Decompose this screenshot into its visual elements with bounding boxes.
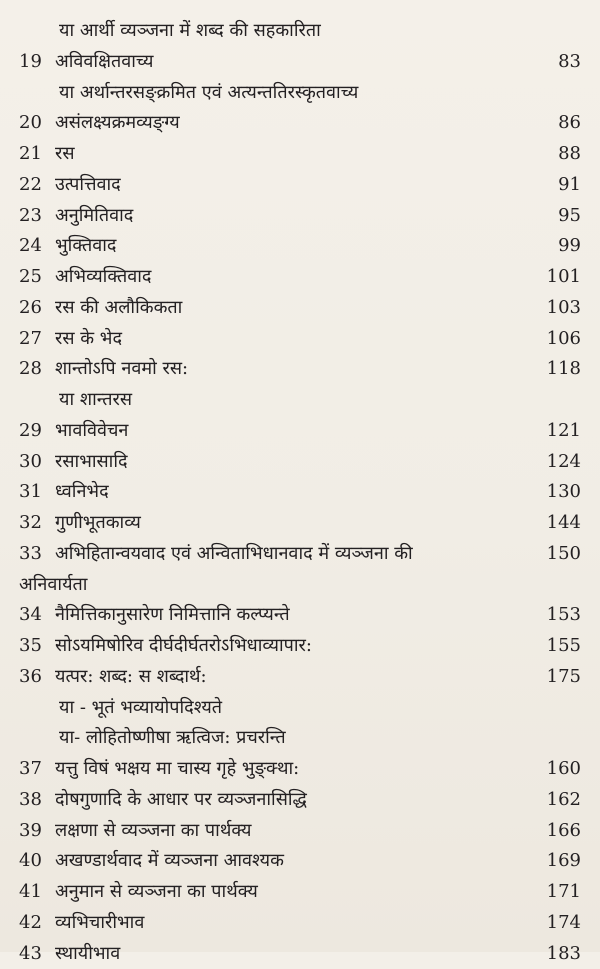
entry-page-number: 130 [546,481,581,503]
entry-page-number: 106 [546,327,581,349]
toc-entry [0,384,600,415]
entry-title: असंलक्ष्यक्रमव्यङ्ग्य [55,112,180,134]
entry-number: 35 [19,635,42,656]
entry-number: 34 [19,604,42,626]
entry-number: 30 [19,450,42,472]
toc-entry [0,599,600,630]
entry-number: 22 [19,173,42,195]
toc-entry [0,292,600,323]
entry-title: या शान्तरस [59,389,133,410]
entry-page-number: 169 [546,850,581,872]
entry-title: अभिव्यक्तिवाद [55,266,152,287]
toc-entry [0,77,600,108]
entry-title: अविवक्षितवाच्य [55,50,154,72]
entry-title: अभिहितान्वयवाद एवं अन्विताभिधानवाद में व्यञ्जना की [55,542,413,564]
entry-number: 40 [19,850,42,872]
toc-entry [0,46,600,77]
entry-page-number: 144 [546,512,581,533]
entry-title: गुणीभूतकाव्य [55,512,141,533]
entry-title: रसाभासादि [55,450,128,472]
entry-number: 27 [19,327,42,349]
entry-title: भावविवेचन [55,419,129,441]
entry-number: 41 [19,881,42,902]
entry-page-number: 174 [546,911,581,933]
entry-page-number: 95 [558,204,581,226]
entry-page-number: 88 [558,143,581,164]
entry-page-number: 86 [558,112,581,134]
entry-title: यत्पर: शब्द: स शब्दार्थ: [55,665,207,687]
toc-entry [0,446,600,477]
entry-number: 33 [19,542,42,564]
toc-entry [0,415,600,446]
entry-title: रस की अलौकिकता [55,296,183,318]
entry-title: व्यभिचारीभाव [55,911,145,933]
entry-page-number: 183 [546,942,581,964]
entry-title: शान्तोऽपि नवमो रस: [55,358,189,380]
entry-number: 29 [19,419,42,441]
toc-entry [0,353,600,384]
entry-number: 32 [19,512,42,533]
entry-title: स्थायीभाव [55,942,121,964]
entry-title: सोऽयमिषोरिव दीर्घदीर्घतरोऽभिधाव्यापार: [55,635,312,656]
entry-title: ध्वनिभेद [55,481,109,503]
entry-title: अखण्डार्थवाद में व्यञ्जना आवश्यक [55,850,284,872]
toc-entry [0,169,600,200]
toc-entry [0,692,600,723]
entry-title: रस के भेद [55,327,123,349]
entry-title: या- लोहितोष्णीषा ऋत्विज: प्रचरन्ति [59,727,286,749]
toc-entry [0,107,600,138]
entry-title: यत्तु विषं भक्षय मा चास्य गृहे भुङ्क्था: [55,758,300,779]
entry-number: 39 [19,819,42,841]
entry-title: या अर्थान्तरसङ्क्रमित एवं अत्यन्ततिरस्कृतवाच्य [59,81,359,103]
entry-title: या आर्थी व्यञ्जना में शब्द की सहकारिता [59,20,321,41]
toc-entry [0,261,600,292]
toc-entry [0,753,600,784]
entry-title: भुक्तिवाद [55,235,117,257]
toc-entry [0,569,600,600]
entry-page-number: 155 [546,635,581,656]
toc-entry [0,938,600,969]
entry-number: 42 [19,911,42,933]
entry-number: 38 [19,788,42,810]
entry-page-number: 83 [558,50,581,72]
entry-title: अनुमितिवाद [55,204,134,226]
toc-entry [0,784,600,815]
toc-entry [0,230,600,261]
entry-number: 21 [19,143,42,164]
entry-page-number: 166 [546,819,581,841]
toc-entry [0,907,600,938]
entry-page-number: 99 [558,235,581,257]
toc-entry [0,630,600,661]
toc-entry [0,323,600,354]
entry-number: 43 [19,942,42,964]
entry-title: दोषगुणादि के आधार पर व्यञ्जनासिद्धि [55,788,307,810]
entry-page-number: 124 [546,450,581,472]
entry-number: 19 [19,50,42,72]
toc-entry [0,476,600,507]
entry-page-number: 121 [546,419,581,441]
toc-entry [0,15,600,46]
entry-page-number: 162 [546,788,581,810]
toc-entry [0,507,600,538]
toc-entry [0,138,600,169]
toc-entry [0,876,600,907]
entry-number: 26 [19,296,42,318]
entry-number: 31 [19,481,42,503]
entry-title: रस [55,143,75,164]
toc-entry [0,661,600,692]
entry-number: 23 [19,204,42,226]
entry-page-number: 118 [546,358,581,380]
entry-title: अनुमान से व्यञ्जना का पार्थक्य [55,881,258,902]
entry-title: नैमित्तिकानुसारेण निमित्तानि कल्प्यन्ते [55,604,290,626]
entry-title: उत्पत्तिवाद [55,173,121,195]
entry-number: 20 [19,112,42,134]
entry-title: लक्षणा से व्यञ्जना का पार्थक्य [55,819,252,841]
toc-entry [0,538,600,569]
entry-page-number: 101 [546,266,581,287]
entry-page-number: 160 [546,758,581,779]
toc-entry [0,722,600,753]
entry-number: 36 [19,665,42,687]
toc-entry [0,200,600,231]
entry-page-number: 175 [546,665,581,687]
toc-entry [0,845,600,876]
entry-page-number: 153 [546,604,581,626]
entry-title: अनिवार्यता [19,573,88,595]
entry-number: 28 [19,358,42,380]
entry-number: 24 [19,235,42,257]
entry-number: 25 [19,266,42,287]
entry-number: 37 [19,758,42,779]
entry-title: या - भूतं भव्यायोपदिश्यते [59,696,223,718]
entry-page-number: 103 [546,296,581,318]
toc-entry [0,815,600,846]
entry-page-number: 171 [546,881,581,902]
entry-page-number: 91 [558,173,581,195]
entry-page-number: 150 [546,542,581,564]
